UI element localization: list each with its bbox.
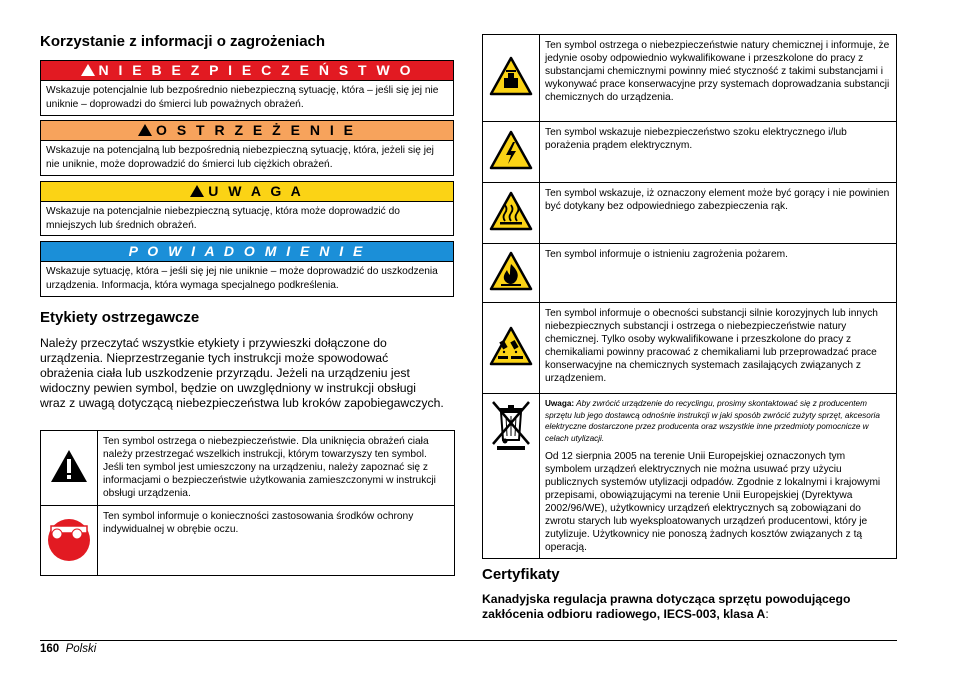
warning-header: [41, 121, 453, 141]
cert-subheading-text: Kanadyjska regulacja prawna dotycząca sprzętu powodującego zakłócenia odbioru radiowego, IECS-003, klasa A: [482, 592, 851, 621]
symbol-row: [483, 35, 897, 122]
certificates-heading: Certyfikaty: [482, 566, 560, 583]
corrosive-icon: [483, 303, 540, 394]
notice-text: Wskazuje sytuację, która – jeśli się jej nie uniknie – może doprowadzić do uszkodzenia urządzenia. Informacja, która wymaga specjalnego podkreślenia.: [46, 266, 438, 291]
note-text: Aby zwrócić urządzenie do recyclingu, prosimy skontaktować się z producentem sprzętu lub jego dostawcą odnośnie instrukcji w jaki sposób zwrócić zużyty sprzęt, akcesoria elektryczne dostarczone przez producenta oraz wszystkie inne przedmioty pomocnicze w celach utylizacji.: [545, 399, 880, 443]
warning-triangle-icon: [190, 185, 204, 197]
symbols-table-right: [482, 34, 897, 559]
warning-text: Wskazuje na potencjalną lub bezpośrednią niebezpieczną sytuację, która, jeżeli się jej nie uniknie, może doprowadzić do śmierci lub ciężkich obrażeń.: [46, 145, 434, 170]
general-warning-icon: [41, 431, 98, 506]
note-label: Uwaga:: [545, 399, 575, 408]
symbols-table-left: [40, 430, 455, 576]
weee-note: [545, 398, 891, 444]
symbol-text: Ten symbol ostrzega o niebezpieczeństwie. Dla uniknięcia obrażeń ciała należy przestrzegać wszelkich instrukcji, którym towarzyszy ten symbol. Jeśli ten symbol jest umieszczony na urządzeniu, należy zapoznać się z informacjami o bezpieczeństwie użytkowania zamieszczonymi w instrukcji obsługi urządzenia.: [98, 431, 455, 506]
fire-hazard-icon: [483, 244, 540, 303]
symbol-row: [41, 506, 455, 576]
symbol-row: [483, 394, 897, 559]
caution-label: U W A G A: [208, 183, 304, 199]
danger-box: [40, 60, 454, 116]
symbol-row: [483, 244, 897, 303]
page-number: 160: [40, 643, 60, 655]
symbol-row: [483, 122, 897, 183]
labels-paragraph: Należy przeczytać wszystkie etykiety i przywieszki dołączone do urządzenia. Nieprzestrzeganie tych instrukcji może spowodować obrażenia ciała lub uszkodzenie przyrządu. Jeżeli na urządzeniu jest widoczny pewien symbol, będzie on uwzględniony w instrukcji obsługi wraz z uwagą dotyczącą niebezpieczeństwa lub kroków zapobiegawczych.: [40, 336, 444, 410]
warning-box: [40, 120, 454, 176]
footer: [40, 643, 96, 655]
symbol-row: [483, 183, 897, 244]
caution-header: [41, 182, 453, 202]
warning-triangle-icon: [81, 64, 95, 76]
symbol-text: Ten symbol ostrzega o niebezpieczeństwie natury chemicznej i informuje, że jedynie osoby odpowiednio wykwalifikowane i przeszkolone do pracy z substancjami chemicznymi powinny mieć styczność z takimi substancjami i wykonywać prace konserwacyjne przy systemach doprowadzania substancji chemicznych do urządzenia.: [540, 35, 897, 122]
symbol-text: Ten symbol informuje o obecności substancji silnie korozyjnych lub innych niebezpiecznych substancji i ostrzega o niebezpieczeństwie natury chemicznej. Tylko osoby wykwalifikowane i przeszkolone do pracy z chemikaliami powinny pracować z chemikaliami lub przeprowadzać prace konserwacyjne na chemicznych systemach zasilających związanych z urządzeniem.: [540, 303, 897, 394]
protective-equipment-icon: [41, 506, 98, 576]
danger-header: [41, 61, 453, 81]
notice-box: [40, 241, 454, 297]
warning-label: O S T R Z E Ż E N I E: [156, 122, 356, 138]
labels-heading: Etykiety ostrzegawcze: [40, 309, 200, 326]
caution-text: Wskazuje na potencjalnie niebezpieczną sytuację, która może doprowadzić do mniejszych lub średnich obrażeń.: [46, 206, 400, 231]
symbol-text: Ten symbol informuje o konieczności zastosowania środków ochrony indywidualnej w obrębie oczu.: [98, 506, 455, 576]
cert-colon: :: [765, 607, 769, 621]
notice-header: [41, 242, 453, 262]
notice-label: P O W I A D O M I E N I E: [128, 243, 366, 259]
footer-language: Polski: [65, 643, 97, 655]
hazard-info-heading: Korzystanie z informacji o zagrożeniach: [40, 33, 326, 50]
symbol-text: Ten symbol wskazuje niebezpieczeństwo szoku elektrycznego i/lub porażenia prądem elektrycznym.: [540, 122, 897, 183]
warning-triangle-icon: [138, 124, 152, 136]
symbol-row: [41, 431, 455, 506]
caution-box: [40, 181, 454, 236]
danger-text: Wskazuje potencjalnie lub bezpośrednio niebezpieczną sytuację, która – jeśli się jej nie uniknie – doprowadzi do śmierci lub poważnych obrażeń.: [46, 85, 439, 110]
cert-subheading: [482, 592, 892, 622]
danger-label: N I E B E Z P I E C Z E Ń S T W O: [98, 62, 414, 78]
footer-rule: [40, 640, 897, 641]
weee-text: Od 12 sierpnia 2005 na terenie Unii Europejskiej oznaczonych tym symbolem urządzeń elektrycznych nie można usuwać przy użyciu publicznych systemów utylizacji odpadów. Zgodnie z lokalnymi i krajowymi przepisami, obowiązującymi na terenie Unii Europejskiej (Dyrektywa 2002/96/WE), użytkownicy urządzeń elektrycznych są zobowiązani do zwrotu starych lub wyeksploatowanych urządzeń producentowi, który je zutylizuje. Użytkownicy nie ponoszą żadnych kosztów związanych z tą operacją.: [545, 451, 881, 553]
crossed-bin-icon: [483, 394, 540, 559]
chemical-hazard-icon: [483, 35, 540, 122]
symbol-row: [483, 303, 897, 394]
hot-surface-icon: [483, 183, 540, 244]
electric-shock-icon: [483, 122, 540, 183]
weee-cell: [540, 394, 897, 559]
symbol-text: Ten symbol informuje o istnieniu zagrożenia pożarem.: [540, 244, 897, 303]
symbol-text: Ten symbol wskazuje, iż oznaczony element może być gorący i nie powinien być dotykany bez odpowiedniego zabezpieczenia rąk.: [540, 183, 897, 244]
